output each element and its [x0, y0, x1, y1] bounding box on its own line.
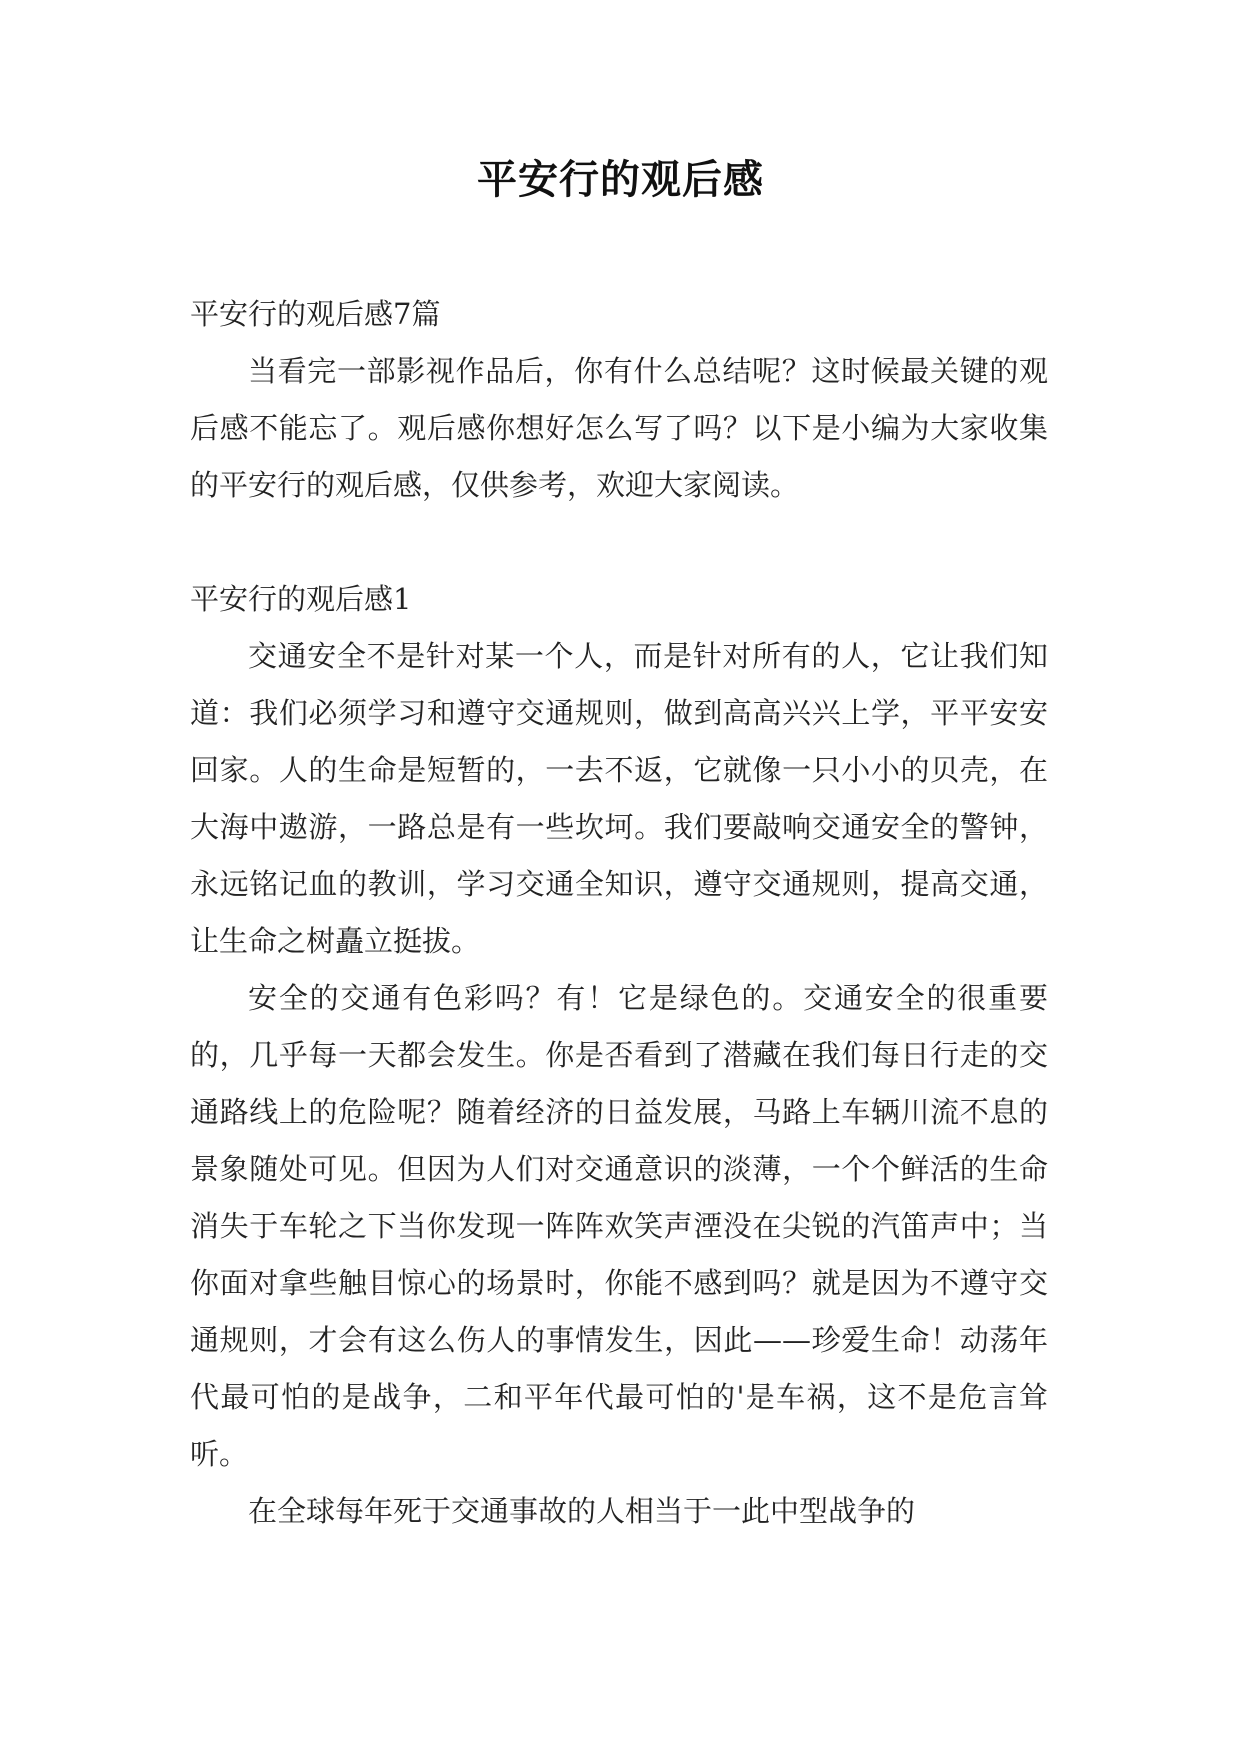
section-spacer — [190, 514, 1048, 571]
intro-paragraph: 当看完一部影视作品后，你有什么总结呢？这时候最关键的观后感不能忘了。观后感你想好怎么写了吗？以下是小编为大家收集的平安行的观后感，仅供参考，欢迎大家阅读。 — [190, 354, 1048, 502]
section-heading: 平安行的观后感1 — [190, 582, 412, 616]
document-body — [190, 286, 1048, 1540]
body-paragraph: 安全的交通有色彩吗？有！它是绿色的。交通安全的很重要的，几乎每一天都会发生。你是否看到了潜藏在我们每日行走的交通路线上的危险呢？随着经济的日益发展，马路上车辆川流不息的景象随处可见。但因为人们对交通意识的淡薄，一个个鲜活的生命消失于车轮之下当你发现一阵阵欢笑声湮没在尖锐的汽笛声中；当你面对拿些触目惊心的场景时，你能不感到吗？就是因为不遵守交通规则，才会有这么伤人的事情发生，因此——珍爱生命！动荡年代最可怕的是战争，二和平年代最可怕的'是车祸，这不是危言耸听。 — [190, 981, 1048, 1471]
document-title: 平安行的观后感 — [477, 156, 764, 203]
body-paragraph: 在全球每年死于交通事故的人相当于一此中型战争的 — [248, 1494, 916, 1528]
document-subtitle: 平安行的观后感7篇 — [190, 297, 441, 331]
body-paragraph: 交通安全不是针对某一个人，而是针对所有的人，它让我们知道：我们必须学习和遵守交通规则，做到高高兴兴上学，平平安安回家。人的生命是短暂的，一去不返，它就像一只小小的贝壳，在大海中遨游，一路总是有一些坎坷。我们要敲响交通安全的警钟，永远铭记血的教训，学习交通全知识，遵守交通规则，提高交通，让生命之树矗立挺拔。 — [190, 639, 1048, 958]
